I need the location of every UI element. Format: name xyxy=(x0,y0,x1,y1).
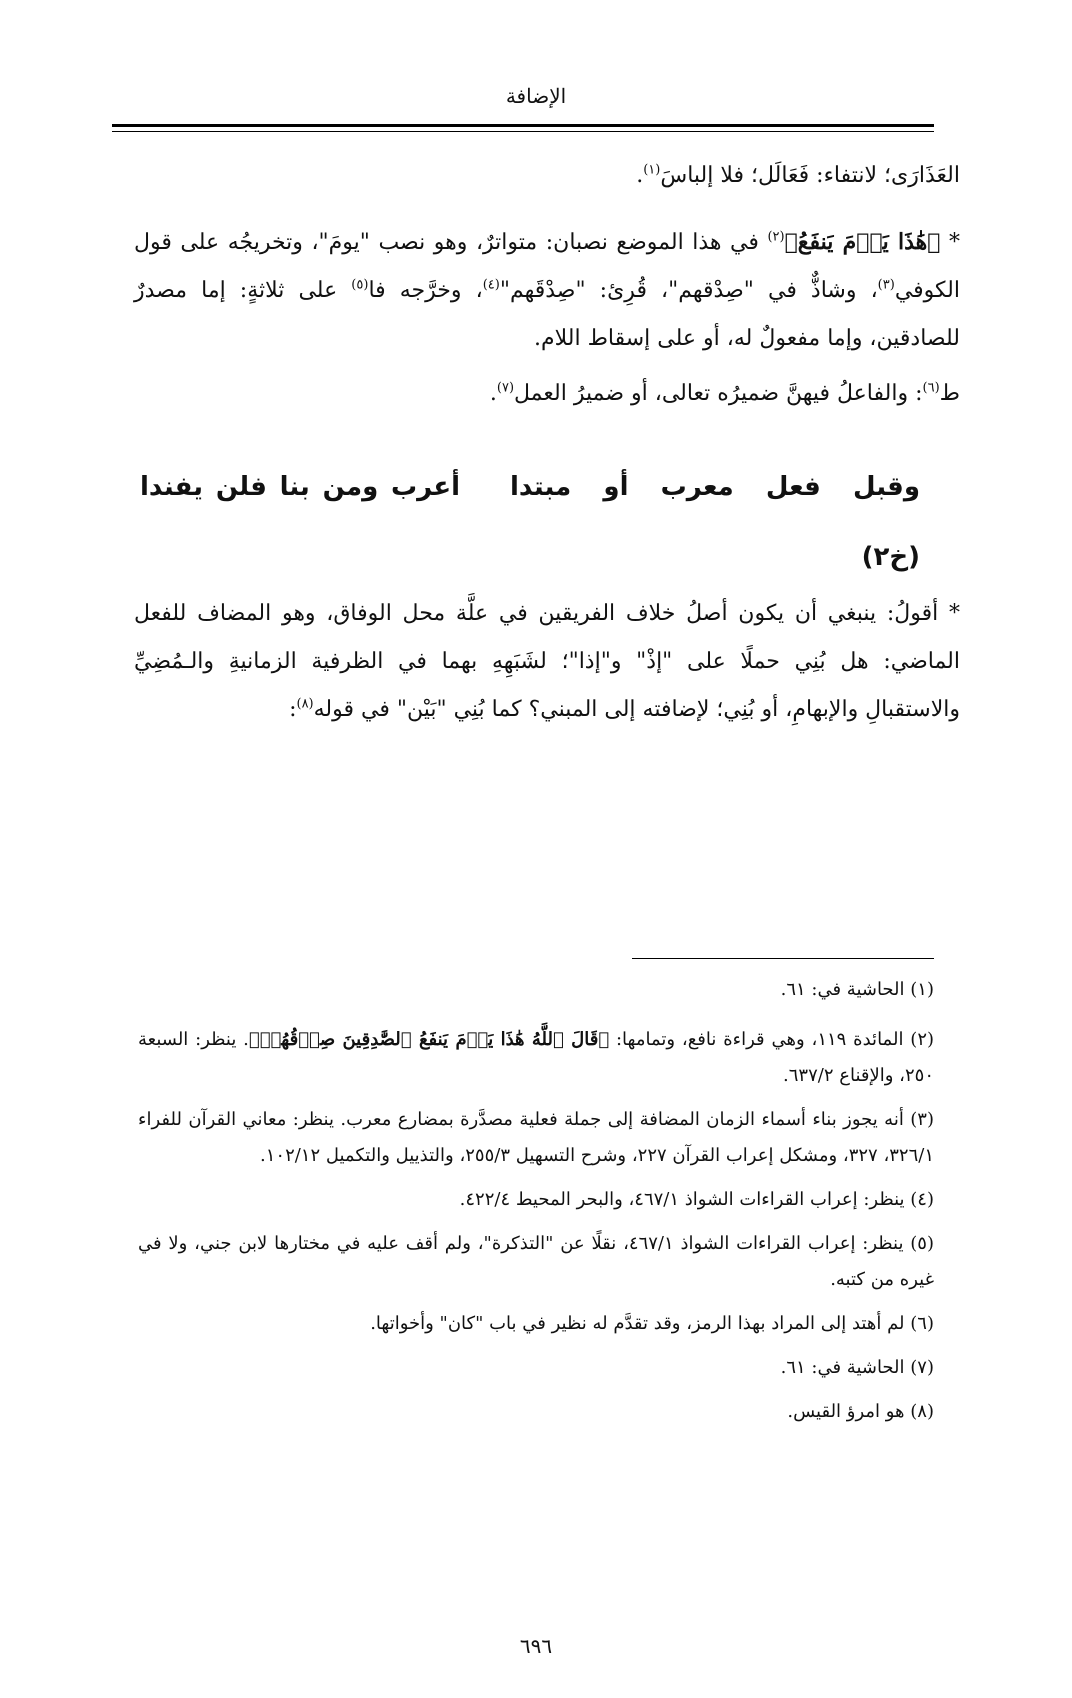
footnote-1: (١) الحاشية في: ٦١. xyxy=(780,979,934,1000)
footnote-2-pre: (٢) المائدة ١١٩، وهي قراءة نافع، وتمامها: xyxy=(609,1029,935,1050)
paragraph-1 xyxy=(134,152,960,200)
footnote-ref-5[interactable]: (٥) xyxy=(351,277,369,293)
verse-source-mark: (خ٢) xyxy=(861,542,920,572)
header-rule-thin xyxy=(112,131,934,132)
footnote-2 xyxy=(138,1022,934,1094)
p4-text: * أقولُ: ينبغي أن يكون أصلُ خلاف الفريقين في علَّة محل الوفاق، وهو المضاف للفعل الماضي: هل بُنِي حملًا على "إذْ" و"إذا"؛ لشَبَهِهِ بهما في الظرفية الزمانيةِ والـمُضِيِّ والاستقبالِ والإبهامِ، أو بُنِي؛ لإضافته إلى المبني؟ كما بُنِي "بَيْن" في قوله xyxy=(134,601,960,722)
p2-text-3: ، وخرَّجه فا xyxy=(368,278,483,303)
footnote-3: (٣) أنه يجوز بناء أسماء الزمان المضافة إلى جملة فعلية مصدَّرة بمضارع معرب. ينظر: معاني القرآن للفراء ٣٢٦/١، ٣٢٧، ومشكل إعراب القرآن ٢٢٧، وشرح التسهيل ٢٥٥/٣، والتذييل والتكميل ١٠٢/١٢. xyxy=(138,1109,934,1166)
footnote-ref-6[interactable]: (٦) xyxy=(922,380,940,396)
p3-text-1: ط xyxy=(939,381,960,406)
footnote-ref-7[interactable]: (٧) xyxy=(496,380,515,396)
p2-text-1: في هذا الموضع نصبان: متواترٌ، وهو نصب "يومَ"، وتخريجُه على قول الكوفي xyxy=(134,230,960,303)
footnote-6: (٦) لم أهتد إلى المراد بهذا الرمز، وقد تقدَّم له نظير في باب "كان" وأخواتها. xyxy=(370,1313,934,1334)
footnote-2-post: . ينظر: السبعة ٢٥٠، والإقناع ٦٣٧/٢. xyxy=(138,1029,934,1086)
header-rule-thick xyxy=(112,124,934,127)
quran-quote: ﴿هَٰذَا يَوۡمَ يَنفَعُ﴾ xyxy=(784,229,941,255)
poetry-verse xyxy=(140,452,920,592)
p1-end: . xyxy=(636,163,644,188)
footnote-7: (٧) الحاشية في: ٦١. xyxy=(780,1357,934,1378)
footnote-8: (٨) هو امرؤ القيس. xyxy=(787,1401,934,1422)
p4-end: : xyxy=(289,697,297,722)
p2-lead: * xyxy=(940,230,960,255)
verse-hemistich-2: أعرب ومن بنا فلن يفندا xyxy=(140,472,460,502)
footnote-2-quran: ﴿قَالَ ٱللَّهُ هَٰذَا يَوۡمَ يَنفَعُ ٱلصَّٰدِقِينَ صِدۡقُهُمۡ﴾ xyxy=(248,1029,610,1050)
p3-end: . xyxy=(489,381,497,406)
footnotes xyxy=(138,972,934,1438)
verse-hemistich-1: وقبل فعل معرب أو مبتدا xyxy=(510,472,920,502)
footnote-4: (٤) ينظر: إعراب القراءات الشواذ ٤٦٧/١، والبحر المحيط ٤٢٢/٤. xyxy=(459,1189,934,1210)
p3-text-2: : والفاعلُ فيهنَّ ضميرُه تعالى، أو ضميرُ العمل xyxy=(514,381,923,406)
paragraph-4 xyxy=(134,590,960,734)
p1-text: العَذَارَى؛ لانتفاء: فَعَالَل؛ فلا إلباسَ xyxy=(660,163,960,188)
footnote-ref-2[interactable]: (٢) xyxy=(767,229,785,245)
footnote-5: (٥) ينظر: إعراب القراءات الشواذ ٤٦٧/١، نقلًا عن "التذكرة"، ولم أقف عليه في مختارها لابن جني، ولا في غيره من كتبه. xyxy=(138,1233,934,1290)
paragraph-2 xyxy=(134,218,960,363)
footnote-ref-1[interactable]: (١) xyxy=(643,162,661,178)
page-number: ٦٩٦ xyxy=(519,1634,553,1658)
footnote-ref-4[interactable]: (٤) xyxy=(482,277,500,293)
p2-text-4: على ثلاثةٍ: إما مصدرٌ للصادقين، وإما مفعولٌ له، أو على إسقاط اللام. xyxy=(134,278,960,351)
footnote-ref-8[interactable]: (٨) xyxy=(296,696,314,712)
verse-line xyxy=(140,452,920,522)
footnote-ref-3[interactable]: (٣) xyxy=(877,277,895,293)
p2-text-2: ، وشاذٌّ في "صِدْقهم"، قُرِئ: "صِدْقَهم" xyxy=(499,278,878,303)
paragraph-3 xyxy=(134,370,960,418)
running-head: الإضافة xyxy=(505,84,567,108)
footnote-separator xyxy=(632,958,934,959)
